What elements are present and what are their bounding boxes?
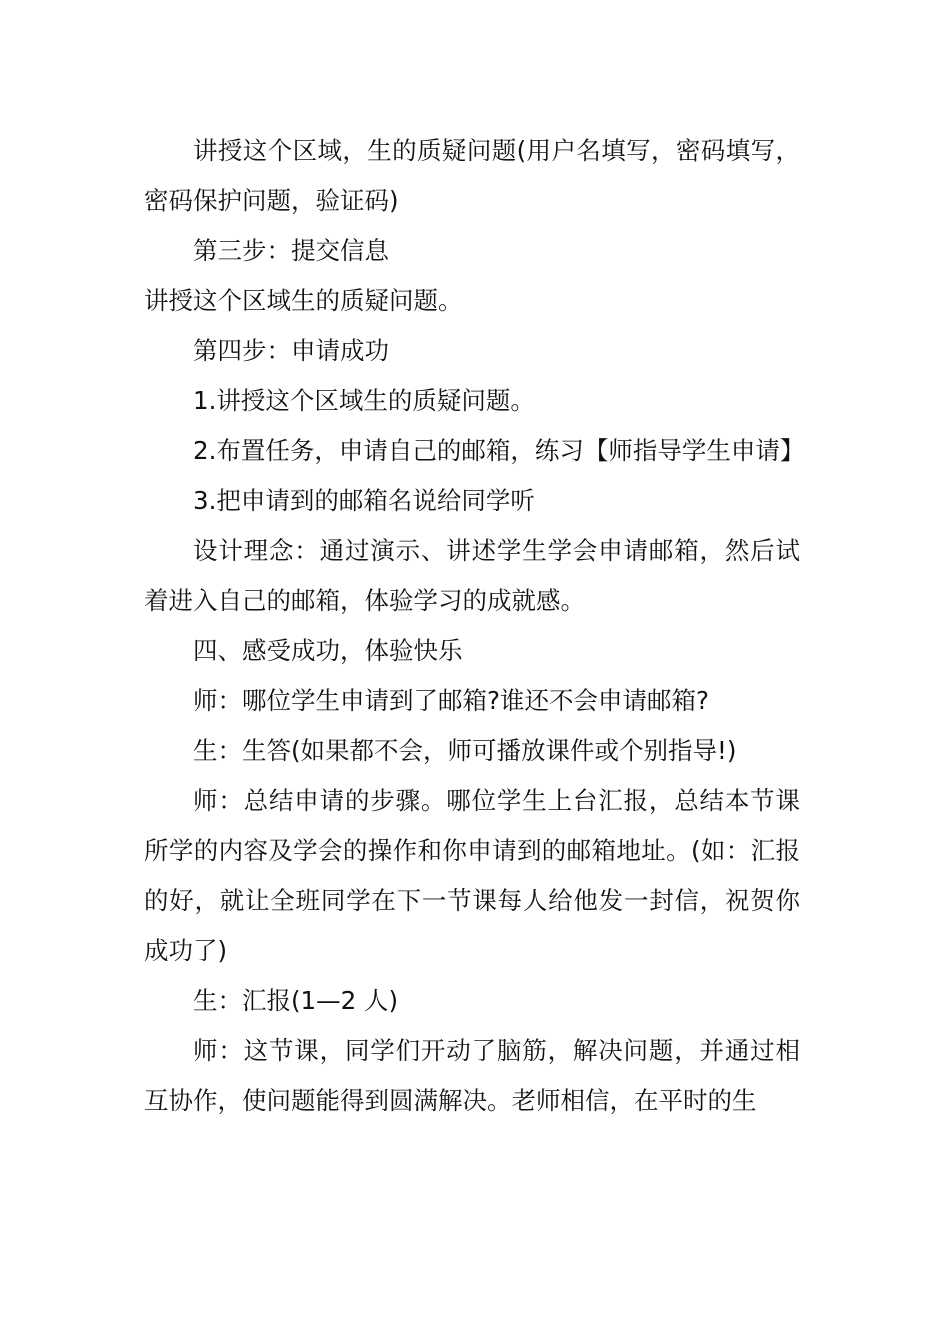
- paragraph-section-four-heading: 四、感受成功，体验快乐: [193, 636, 463, 665]
- paragraph-teacher-question: 师：哪位学生申请到了邮箱?谁还不会申请邮箱?: [193, 686, 710, 715]
- paragraph-teacher-closing: 师：这节课，同学们开动了脑筋，解决问题，并通过相互协作，使问题能得到圆满解决。老师相信，在平时的生: [144, 1036, 800, 1115]
- paragraph-design-concept: 设计理念：通过演示、讲述学生学会申请邮箱，然后试着进入自己的邮箱，体验学习的成就感。: [144, 536, 800, 615]
- paragraph-student-answer: 生：生答(如果都不会，师可播放课件或个别指导!): [193, 736, 737, 765]
- paragraph-teacher-summary: 师：总结申请的步骤。哪位学生上台汇报，总结本节课所学的内容及学会的操作和你申请到的邮箱地址。(如：汇报的好，就让全班同学在下一节课每人给他发一封信，祝贺你成功了): [144, 786, 800, 965]
- document-body: [144, 126, 805, 1126]
- paragraph-student-report: 生：汇报(1—2 人): [193, 986, 399, 1015]
- paragraph-item-3: 3.把申请到的邮箱名说给同学听: [193, 486, 535, 515]
- paragraph-explain-questions-2: 讲授这个区域生的质疑问题。: [144, 286, 463, 315]
- paragraph-step-three: 第三步：提交信息: [193, 236, 389, 265]
- paragraph-item-2: 2.布置任务，申请自己的邮箱，练习【师指导学生申请】: [193, 436, 805, 465]
- paragraph-explain-questions-1: 讲授这个区域，生的质疑问题(用户名填写，密码填写，密码保护问题，验证码): [144, 136, 800, 215]
- paragraph-step-four: 第四步：申请成功: [193, 336, 389, 365]
- paragraph-item-1: 1.讲授这个区域生的质疑问题。: [193, 386, 535, 415]
